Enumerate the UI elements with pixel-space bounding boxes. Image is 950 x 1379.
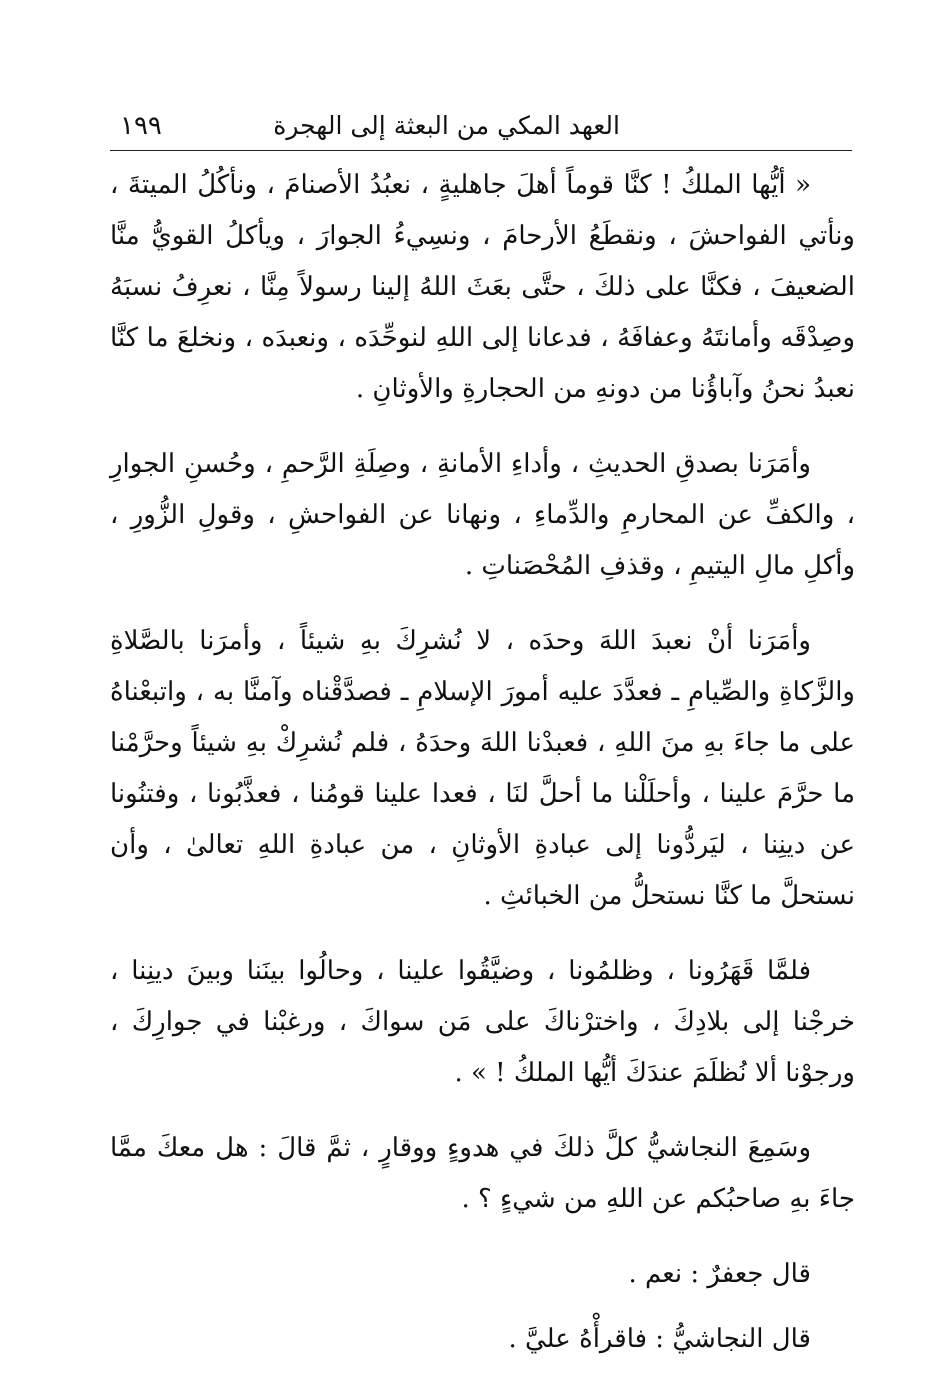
page-number: ١٩٩ — [120, 111, 162, 141]
paragraph: فلمَّا قَهَرُونا ، وظلمُونا ، وضيَّقُوا علينا ، وحالُوا بينَنا وبينَ دينِنا ، خرجْنا إلى بلادِكَ ، واخترْناكَ على مَن سواكَ ، ورغبْنا في جوارِكَ ، ورجوْنا ألا نُظلَمَ عندَكَ أيُّها الملكُ ! » . — [110, 956, 855, 1088]
running-title: العهد المكي من البعثة إلى الهجرة — [273, 111, 620, 140]
paragraph: « أيُّها الملكُ ! كنَّا قوماً أهلَ جاهليةٍ ، نعبُدُ الأصنامَ ، ونأكُلُ الميتةَ ، ونأتي الفواحشَ ، ونقطَعُ الأرحامَ ، ونسِيءُ الجوارَ ، ويأكلُ القويُّ منَّا الضعيفَ ، فكنَّا على ذلكَ ، حتَّى بعَثَ اللهُ إلينا رسولاً مِنَّا ، نعرِفُ نسبَهُ وصِدْقَه وأمانتَهُ وعفافَهُ ، فدعانا إلى اللهِ لنوحِّدَه ، ونعبدَه ، ونخلعَ ما كنَّا نعبدُ نحنُ وآباؤُنا من دونهِ من الحجارةِ والأوثانِ . — [110, 170, 855, 404]
header-divider — [110, 150, 852, 151]
paragraph: وأمَرَنا بصدقِ الحديثِ ، وأداءِ الأمانةِ ، وصِلَةِ الرَّحمِ ، وحُسنِ الجوارِ ، والكفِّ عن المحارمِ والدِّماءِ ، ونهانا عن الفواحشِ ، وقولِ الزُّورِ ، وأكلِ مالِ اليتيمِ ، وقذفِ المُحْصَناتِ . — [110, 449, 855, 581]
page-header — [110, 106, 850, 146]
dialog-line: قال جعفرٌ : نعم . — [628, 1259, 811, 1289]
paragraph: وسَمِعَ النجاشيُّ كلَّ ذلكَ في هدوءٍ ووقارٍ ، ثمَّ قالَ : هل معكَ ممَّا جاءَ بهِ صاحبُكم عن اللهِ من شيءٍ ؟ . — [110, 1133, 855, 1214]
paragraph: وأمَرَنا أنْ نعبدَ اللهَ وحدَه ، لا نُشرِكَ بهِ شيئاً ، وأمرَنا بالصَّلاةِ والزَّكاةِ والصِّيامِ ـ فعدَّدَ عليه أمورَ الإسلامِ ـ فصدَّقْناه وآمنَّا به ، واتبعْناهُ على ما جاءَ بهِ منَ اللهِ ، فعبدْنا اللهَ وحدَهُ ، فلم نُشرِكْ بهِ شيئاً وحرَّمْنا ما حرَّمَ علينا ، وأحلَلْنا ما أحلَّ لنَا ، فعدا علينا قومُنا ، فعذَّبُونا ، وفتنُونا عن دينِنا ، ليَردُّونا إلى عبادةِ الأوثانِ ، من عبادةِ اللهِ تعالىٰ ، وأن نستحلَّ ما كنَّا نستحلُّ من الخبائثِ . — [110, 626, 855, 911]
body-text — [110, 160, 855, 1379]
dialog-line: قال النجاشيُّ : فاقرأْهُ عليَّ . — [508, 1324, 811, 1354]
